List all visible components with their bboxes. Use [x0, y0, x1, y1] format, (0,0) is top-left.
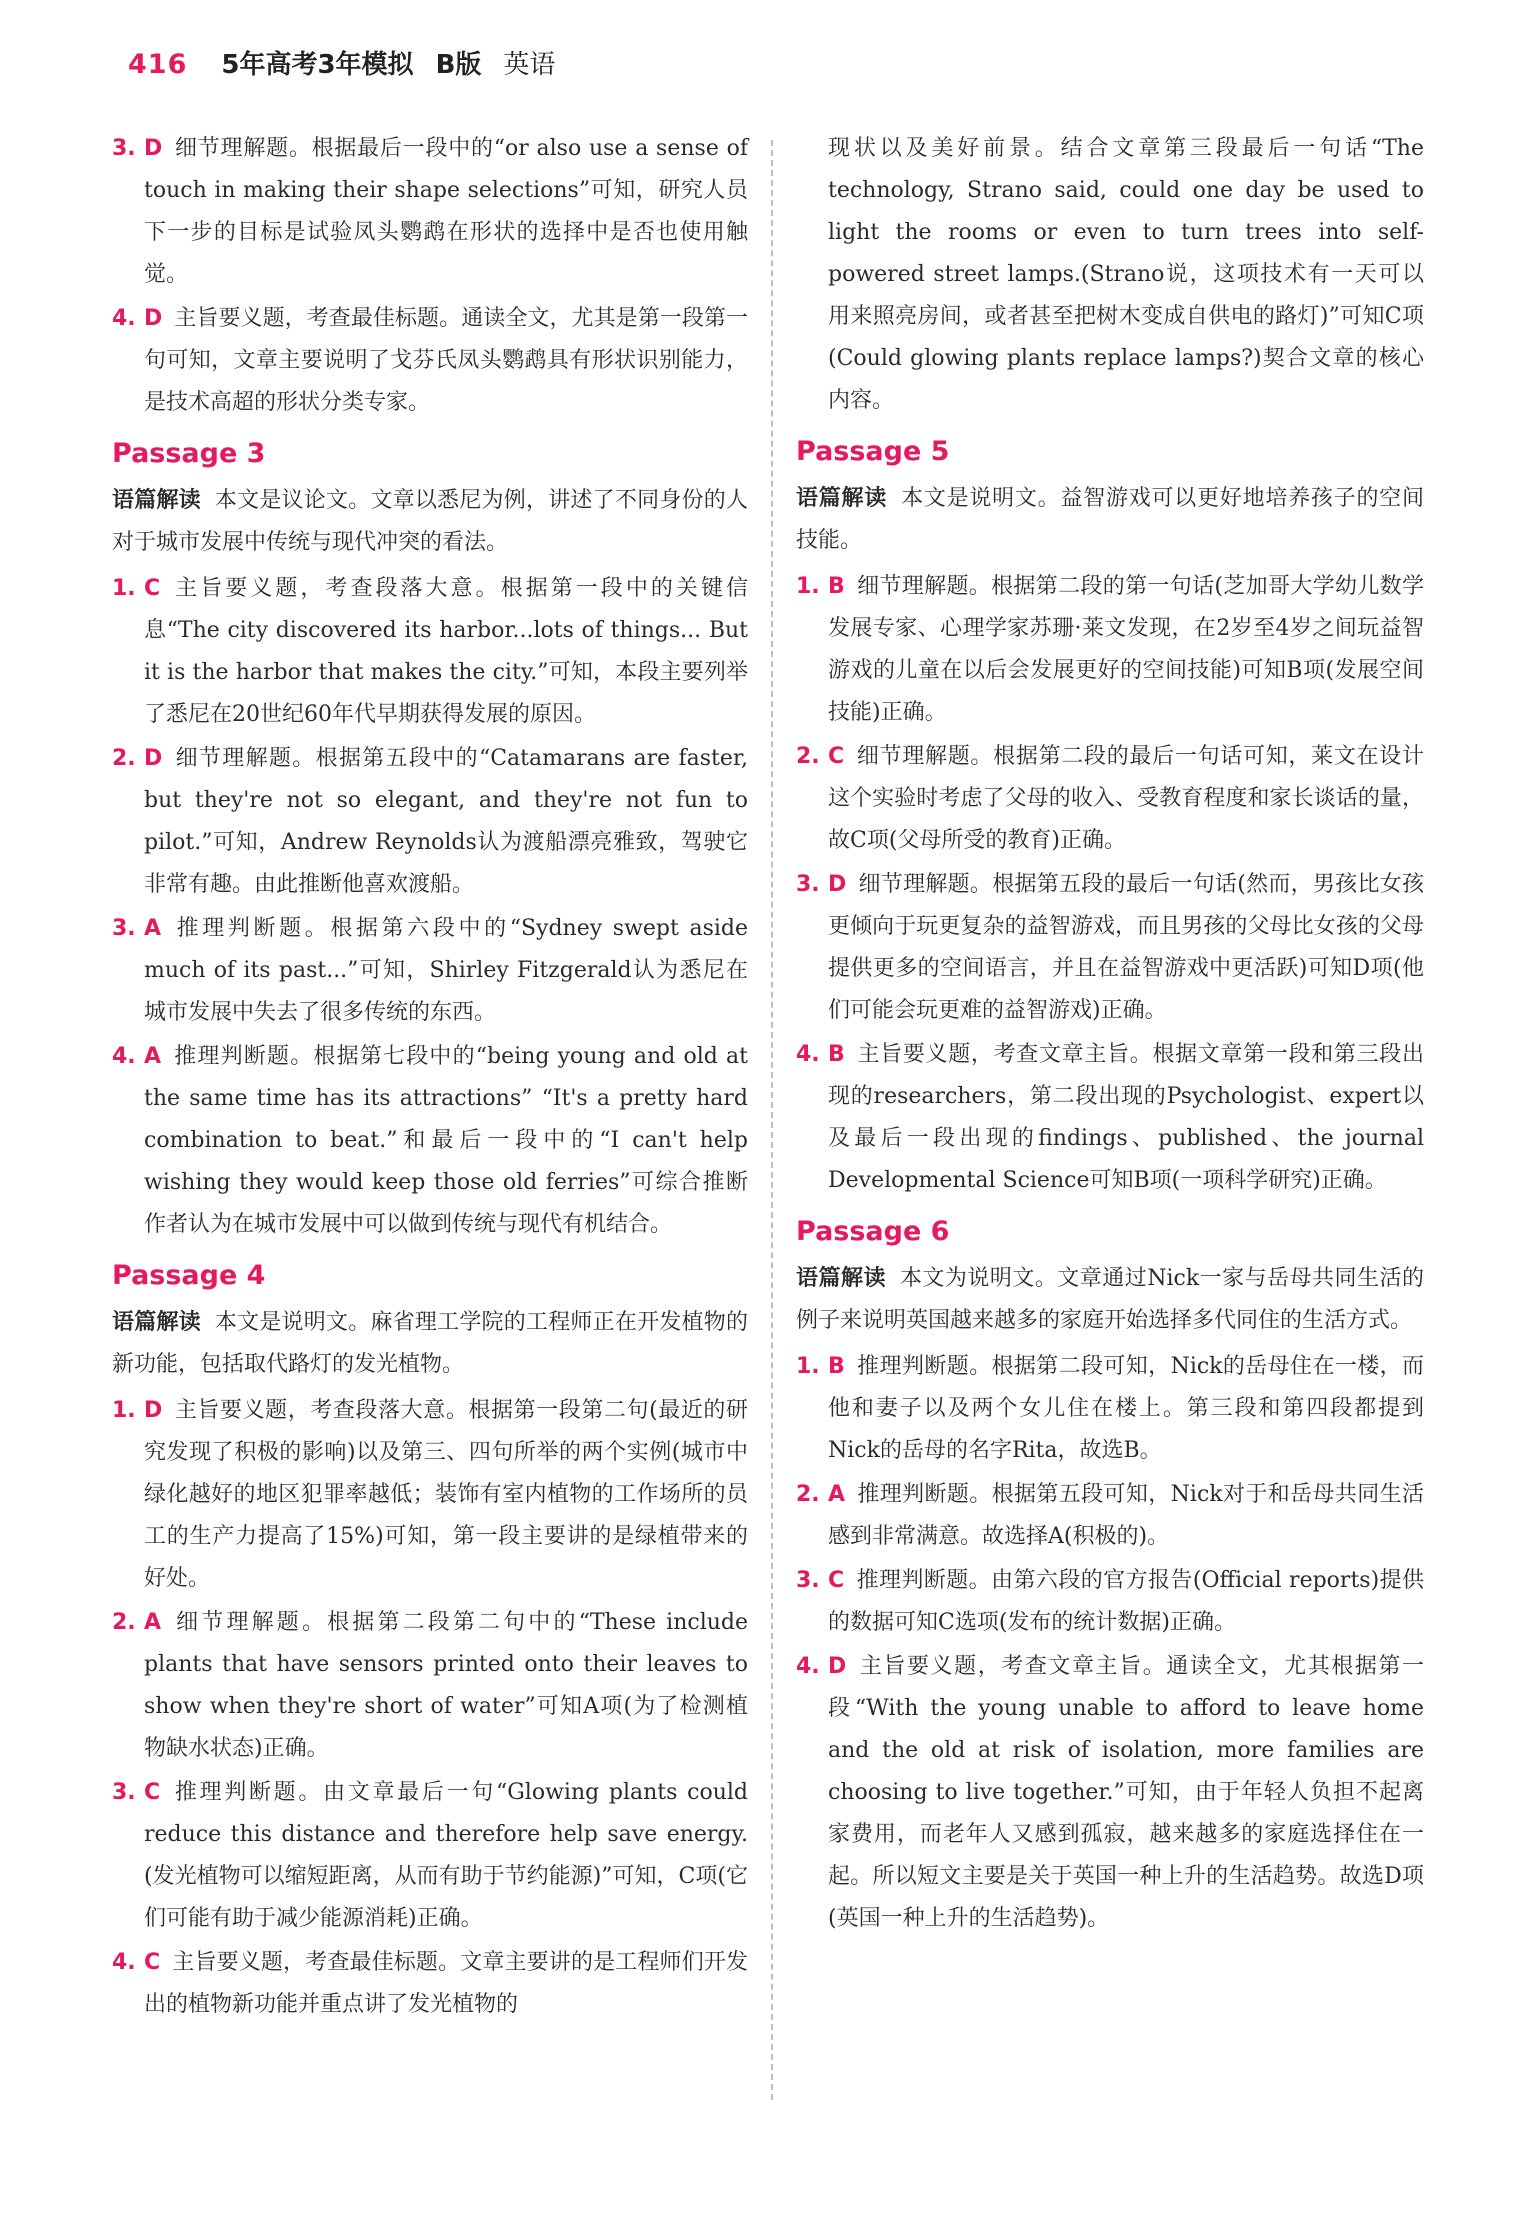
right-column [796, 128, 1424, 1942]
item-explanation: 主旨要义题，考查文章主旨。根据文章第一段和第三段出现的researchers，第二段出现的Psychologist、expert以及最后一段出现的findings、published、the journal Developmental Science可知B项(一项科学研究)正确。 [828, 1042, 1424, 1193]
intro-label: 语篇解读 [112, 488, 201, 513]
item-answer: C [144, 1950, 161, 1975]
answer-item [112, 908, 748, 1034]
passage-6-intro [796, 1258, 1424, 1342]
item-answer: C [144, 1780, 161, 1805]
left-column [112, 128, 748, 2028]
book-subject: 英语 [503, 50, 556, 80]
item-answer: B [828, 1042, 845, 1067]
page-header [128, 44, 555, 92]
item-number: 1. [796, 574, 820, 599]
item-number: 4. [112, 306, 136, 331]
passage-5-intro [796, 478, 1424, 562]
answer-item [796, 864, 1424, 1032]
item-explanation: 推理判断题。根据第五段可知，Nick对于和岳母共同生活感到非常满意。故选择A(积极的)。 [828, 1482, 1424, 1549]
item-explanation: 主旨要义题，考查文章主旨。通读全文，尤其根据第一段“With the young unable to afford to leave home and the old at risk of isolation, more families are choosing to live together.”可知，由于年轻人负担不起离家费用，而老年人又感到孤寂，越来越多的家庭选择住在一起。所以短文主要是关于英国一种上升的生活趋势。故选D项(英国一种上升的生活趋势)。 [828, 1654, 1424, 1931]
item-number: 1. [112, 1398, 136, 1423]
item-answer: D [144, 136, 163, 161]
answer-item [112, 298, 748, 424]
answer-item [796, 1346, 1424, 1472]
item-number: 1. [112, 576, 136, 601]
passage-4-intro [112, 1302, 748, 1386]
item-explanation: 主旨要义题，考查最佳标题。文章主要讲的是工程师们开发出的植物新功能并重点讲了发光植物的 [144, 1950, 748, 2017]
passage-4-title: Passage 4 [112, 1260, 266, 1291]
item-explanation: 细节理解题。根据第二段的最后一句话可知，莱文在设计这个实验时考虑了父母的收入、受教育程度和家长谈话的量，故C项(父母所受的教育)正确。 [828, 744, 1424, 853]
item-number: 2. [112, 746, 136, 771]
item-explanation: 细节理解题。根据第二段的第一句话(芝加哥大学幼儿数学发展专家、心理学家苏珊·莱文发现，在2岁至4岁之间玩益智游戏的儿童在以后会发展更好的空间技能)可知B项(发展空间技能)正确。 [828, 574, 1424, 725]
answer-item [796, 566, 1424, 734]
answer-item [796, 736, 1424, 862]
item-answer: C [144, 576, 161, 601]
intro-text: 本文是议论文。文章以悉尼为例，讲述了不同身份的人对于城市发展中传统与现代冲突的看法。 [112, 488, 748, 555]
item-number: 2. [796, 1482, 820, 1507]
item-number: 3. [112, 1780, 136, 1805]
item-answer: A [144, 1044, 162, 1069]
passage-6-title: Passage 6 [796, 1216, 950, 1247]
item-number: 2. [112, 1610, 136, 1635]
item-number: 3. [112, 136, 136, 161]
answer-item [112, 738, 748, 906]
intro-label: 语篇解读 [112, 1310, 201, 1335]
answer-item [112, 128, 748, 296]
answer-item [112, 1602, 748, 1770]
item-number: 4. [796, 1654, 820, 1679]
item-number: 4. [112, 1044, 136, 1069]
intro-label: 语篇解读 [796, 486, 888, 511]
answer-item [796, 1474, 1424, 1558]
item-explanation: 主旨要义题，考查最佳标题。通读全文，尤其是第一段第一句可知，文章主要说明了戈芬氏凤头鹦鹉具有形状识别能力，是技术高超的形状分类专家。 [144, 306, 748, 415]
item-explanation: 细节理解题。根据第二段第二句中的“These include plants that have sensors printed onto their leaves to show when they're short of water”可知A项(为了检测植物缺水状态)正确。 [144, 1610, 748, 1761]
book-title: 5年高考3年模拟 [221, 50, 414, 80]
item-answer: C [828, 1568, 845, 1593]
item-explanation: 细节理解题。根据最后一段中的“or also use a sense of touch in making their shape selections”可知，研究人员下一步的目标是试验凤头鹦鹉在形状的选择中是否也使用触觉。 [144, 136, 748, 287]
item-answer: D [828, 1654, 847, 1679]
item-explanation: 细节理解题。根据第五段中的“Catamarans are faster, but they're not so elegant, and they're not fun to pilot.”可知，Andrew Reynolds认为渡船漂亮雅致，驾驶它非常有趣。由此推断他喜欢渡船。 [144, 746, 748, 897]
item-explanation: 推理判断题。根据第二段可知，Nick的岳母住在一楼，而他和妻子以及两个女儿住在楼上。第三段和第四段都提到Nick的岳母的名字Rita，故选B。 [828, 1354, 1424, 1463]
answer-item [112, 1942, 748, 2026]
answer-item [796, 1034, 1424, 1202]
intro-text: 本文是说明文。麻省理工学院的工程师正在开发植物的新功能，包括取代路灯的发光植物。 [112, 1310, 748, 1377]
passage-3-intro [112, 480, 748, 564]
item-number: 1. [796, 1354, 820, 1379]
answer-item [112, 1390, 748, 1600]
item-explanation: 推理判断题。由第六段的官方报告(Official reports)提供的数据可知C选项(发布的统计数据)正确。 [828, 1568, 1424, 1635]
answer-item [796, 1560, 1424, 1644]
item-answer: D [144, 306, 163, 331]
item-explanation: 主旨要义题，考查段落大意。根据第一段第二句(最近的研究发现了积极的影响)以及第三、四句所举的两个实例(城市中绿化越好的地区犯罪率越低；装饰有室内植物的工作场所的员工的生产力提高了15%)可知，第一段主要讲的是绿植带来的好处。 [144, 1398, 748, 1591]
item-number: 3. [112, 916, 136, 941]
passage-5-title: Passage 5 [796, 436, 950, 467]
item-answer: C [828, 744, 845, 769]
book-edition: B版 [435, 50, 482, 80]
item-answer: A [828, 1482, 846, 1507]
item-answer: A [144, 916, 162, 941]
page-number: 416 [128, 49, 188, 80]
passage-3-title: Passage 3 [112, 438, 266, 469]
item-number: 3. [796, 1568, 820, 1593]
item-number: 4. [796, 1042, 820, 1067]
item-explanation: 细节理解题。根据第五段的最后一句话(然而，男孩比女孩更倾向于玩更复杂的益智游戏，而且男孩的父母比女孩的父母提供更多的空间语言，并且在益智游戏中更活跃)可知D项(他们可能会玩更难的益智游戏)正确。 [828, 872, 1424, 1023]
item-explanation: 推理判断题。由文章最后一句“Glowing plants could reduce this distance and therefore help save energy.(发光植物可以缩短距离，从而有助于节约能源)”可知，C项(它们可能有助于减少能源消耗)正确。 [144, 1780, 748, 1931]
item-answer: D [144, 1398, 163, 1423]
answer-item [112, 1036, 748, 1246]
item-answer: B [828, 574, 845, 599]
item-answer: D [828, 872, 847, 897]
item-answer: D [144, 746, 163, 771]
answer-item [112, 568, 748, 736]
answer-item [112, 1772, 748, 1940]
intro-label: 语篇解读 [796, 1266, 886, 1291]
intro-text: 本文为说明文。文章通过Nick一家与岳母共同生活的例子来说明英国越来越多的家庭开始选择多代同住的生活方式。 [796, 1266, 1424, 1333]
item-explanation: 主旨要义题，考查段落大意。根据第一段中的关键信息“The city discovered its harbor...lots of things... But it is the harbor that makes the city.”可知，本段主要列举了悉尼在20世纪60年代早期获得发展的原因。 [144, 576, 748, 727]
item-number: 3. [796, 872, 820, 897]
answer-item [796, 1646, 1424, 1940]
answer-item-continuation [796, 128, 1424, 422]
item-explanation: 现状以及美好前景。结合文章第三段最后一句话“The technology, Strano said, could one day be used to light the rooms or even to turn trees into self-powered street lamps.(Strano说，这项技术有一天可以用来照亮房间，或者甚至把树木变成自供电的路灯)”可知C项(Could glowing plants replace lamps?)契合文章的核心内容。 [828, 136, 1424, 413]
item-explanation: 推理判断题。根据第七段中的“being young and old at the same time has its attractions” “It's a pretty hard combination to beat.”和最后一段中的“I can't help wishing they would keep those old ferries”可综合推断作者认为在城市发展中可以做到传统与现代有机结合。 [144, 1044, 748, 1237]
item-number: 4. [112, 1950, 136, 1975]
item-explanation: 推理判断题。根据第六段中的“Sydney swept aside much of its past...”可知，Shirley Fitzgerald认为悉尼在城市发展中失去了很多传统的东西。 [144, 916, 748, 1025]
item-answer: A [144, 1610, 162, 1635]
column-divider [771, 140, 773, 2100]
item-number: 2. [796, 744, 820, 769]
item-answer: B [828, 1354, 845, 1379]
intro-text: 本文是说明文。益智游戏可以更好地培养孩子的空间技能。 [796, 486, 1424, 553]
